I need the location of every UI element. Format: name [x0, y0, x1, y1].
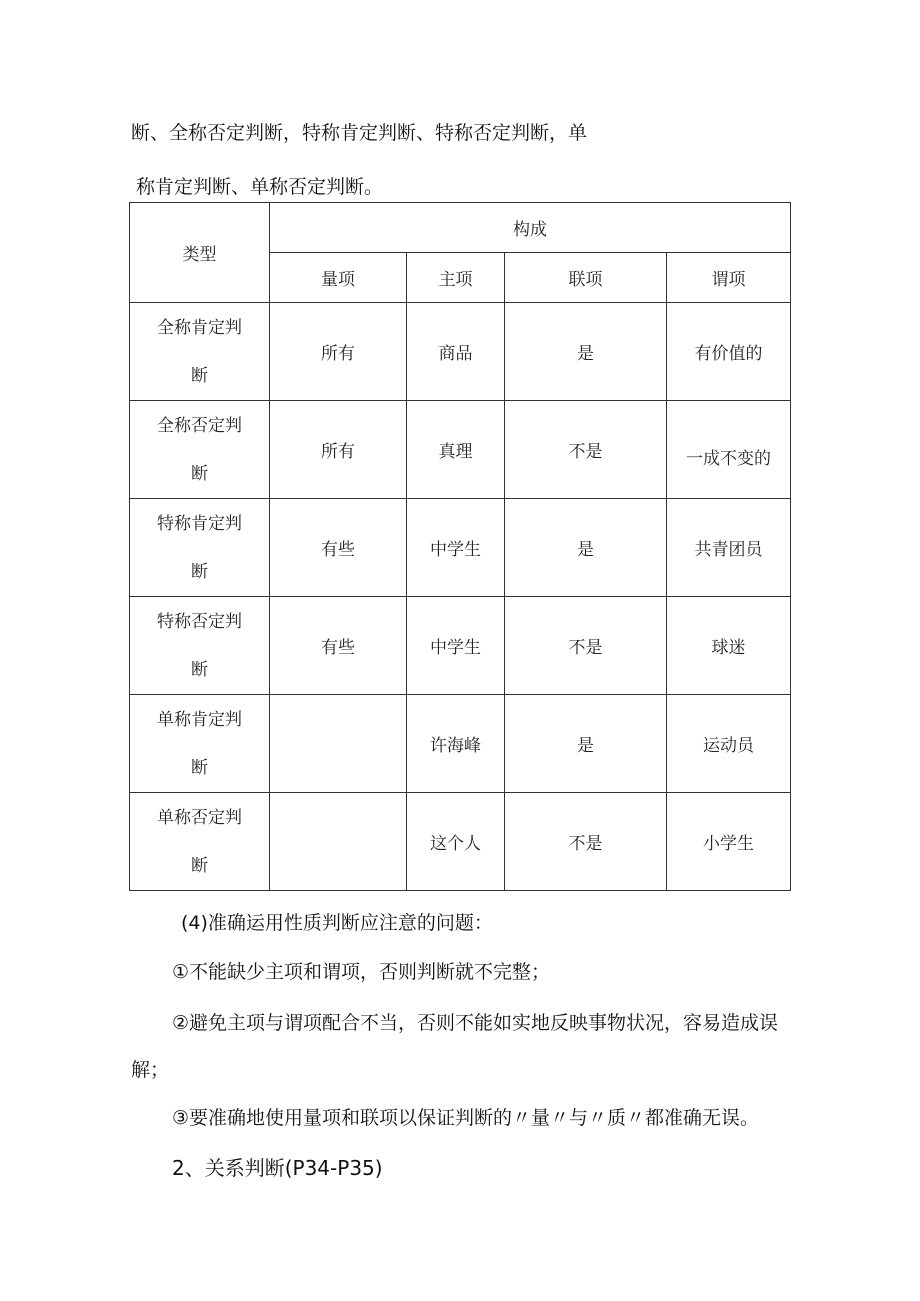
table-row — [130, 695, 791, 793]
type-label-part2: 断 — [191, 463, 208, 484]
note-item-3: ③要准确地使用量项和联项以保证判断的〃量〃与〃质〃都准确无误。 — [172, 1107, 760, 1129]
header-predicate: 谓项 — [667, 253, 791, 303]
type-label-part1: 单称否定判 — [157, 807, 242, 828]
subject-cell: 这个人 — [407, 793, 505, 891]
table-row — [130, 401, 791, 499]
copula-cell: 不是 — [505, 597, 667, 695]
type-cell — [130, 597, 270, 695]
subject-cell: 许海峰 — [407, 695, 505, 793]
type-cell — [130, 695, 270, 793]
header-quantifier: 量项 — [270, 253, 407, 303]
type-label-part1: 全称否定判 — [157, 415, 242, 436]
predicate-cell: 一成不变的 — [667, 401, 791, 499]
type-cell — [130, 401, 270, 499]
type-cell — [130, 793, 270, 891]
copula-cell: 是 — [505, 499, 667, 597]
type-label-part1: 特称否定判 — [157, 611, 242, 632]
intro-line-1: 断、全称否定判断，特称肯定判断、特称否定判断，单 — [131, 122, 588, 144]
intro-line-2: 称肯定判断、单称否定判断。 — [136, 176, 384, 198]
note-item-1: ①不能缺少主项和谓项，否则判断就不完整； — [172, 961, 551, 983]
quantifier-cell: 有些 — [270, 597, 407, 695]
quantifier-cell — [270, 695, 407, 793]
section-heading: 2、关系判断(P34-P35) — [172, 1156, 383, 1180]
judgment-types-table — [129, 202, 791, 891]
predicate-cell: 小学生 — [667, 793, 791, 891]
quantifier-cell — [270, 793, 407, 891]
header-composition: 构成 — [270, 203, 791, 253]
copula-cell: 不是 — [505, 793, 667, 891]
copula-cell: 是 — [505, 303, 667, 401]
type-cell — [130, 303, 270, 401]
table-header-row — [130, 203, 791, 253]
table-row — [130, 793, 791, 891]
notes-heading: (4)准确运用性质判断应注意的问题： — [181, 912, 493, 934]
table-row — [130, 303, 791, 401]
type-label-part1: 特称肯定判 — [157, 513, 242, 534]
copula-cell: 是 — [505, 695, 667, 793]
type-label-part2: 断 — [191, 757, 208, 778]
quantifier-cell: 所有 — [270, 401, 407, 499]
subject-cell: 中学生 — [407, 597, 505, 695]
subject-cell: 中学生 — [407, 499, 505, 597]
quantifier-cell: 所有 — [270, 303, 407, 401]
subject-cell: 真理 — [407, 401, 505, 499]
type-cell — [130, 499, 270, 597]
predicate-cell: 有价值的 — [667, 303, 791, 401]
type-label-part2: 断 — [191, 659, 208, 680]
type-label-part2: 断 — [191, 855, 208, 876]
header-type: 类型 — [130, 203, 270, 303]
header-subject: 主项 — [407, 253, 505, 303]
copula-cell: 不是 — [505, 401, 667, 499]
subject-cell: 商品 — [407, 303, 505, 401]
header-copula: 联项 — [505, 253, 667, 303]
predicate-cell: 共青团员 — [667, 499, 791, 597]
predicate-cell: 运动员 — [667, 695, 791, 793]
type-label-part2: 断 — [191, 365, 208, 386]
quantifier-cell: 有些 — [270, 499, 407, 597]
predicate-cell: 球迷 — [667, 597, 791, 695]
note-item-2-continued: 解； — [131, 1059, 170, 1081]
table-row — [130, 499, 791, 597]
type-label-part1: 单称肯定判 — [157, 709, 242, 730]
table-row — [130, 597, 791, 695]
type-label-part1: 全称肯定判 — [157, 317, 242, 338]
note-item-2: ②避免主项与谓项配合不当，否则不能如实地反映事物状况，容易造成误 — [172, 1012, 779, 1034]
type-label-part2: 断 — [191, 561, 208, 582]
